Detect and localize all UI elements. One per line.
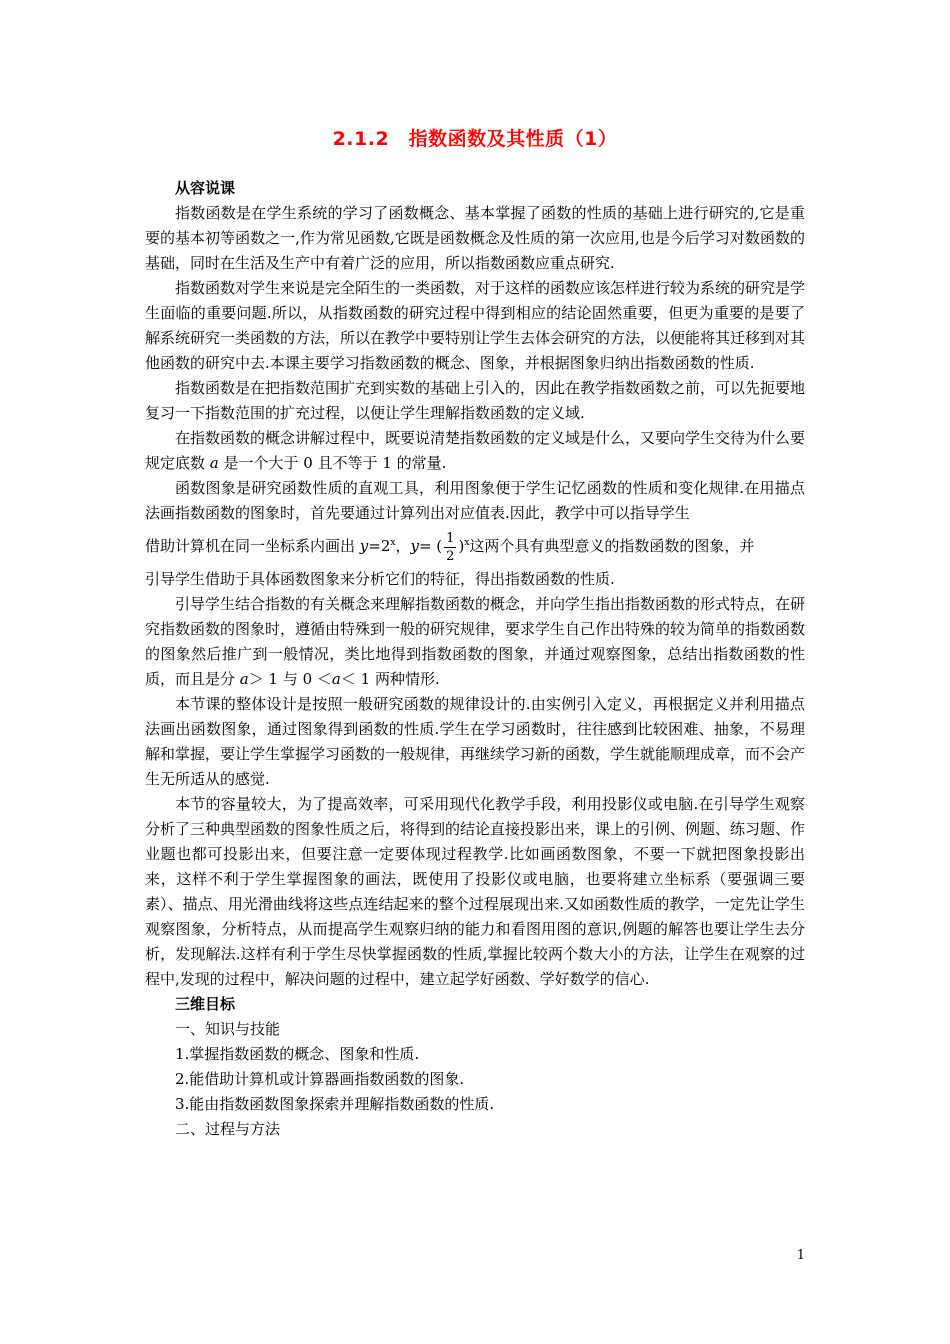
document-title: 2.1.2 指数函数及其性质（1） (332, 128, 618, 150)
section-heading-lesson-talk: 从容说课 (175, 179, 236, 197)
paragraph-6 (145, 592, 805, 692)
fraction-one-half (444, 530, 456, 565)
document-body (145, 176, 805, 1142)
paragraph-5-continued: 引导学生借助于具体函数图象来分析它们的特征，得出指数函数的性质. (145, 570, 615, 588)
goal-item-3: 3.能由指数函数图象探索并理解指数函数的性质. (175, 1095, 495, 1113)
paragraph-3: 指数函数是在把指数范围扩充到实数的基础上引入的，因此在教学指数函数之前，可以先扼要地复习一下指数范围的扩充过程，以便让学生理解指数函数的定义域. (145, 379, 806, 422)
paragraph-7: 本节课的整体设计是按照一般研究函数的规律设计的.由实例引入定义，再根据定义并利用描点法画出函数图象，通过图象得到函数的性质.学生在学习函数时，往往感到比较困难、抽象，不易理解和掌握，要让学生掌握学习函数的一般规律，再继续学习新的函数，学生就能顺理成章，而不会产生无所适从的感觉. (145, 695, 806, 788)
variable-a: a (209, 454, 219, 472)
variable-y: y (359, 537, 369, 555)
page-number: 1 (796, 1248, 805, 1263)
goal-item-1: 1.掌握指数函数的概念、图象和性质. (175, 1045, 420, 1063)
formula-equals-paren: = ( (418, 537, 443, 555)
paragraph-5-formula-line (145, 526, 805, 567)
paragraph-4-text-a: 在指数函数的概念讲解过程中，既要说清楚指数函数的定义域是什么，又要向学生交待为什么要规定底数 (145, 429, 806, 472)
exponent-x: x (464, 538, 470, 548)
variable-a: a (331, 670, 341, 688)
fraction-denominator: 2 (446, 548, 455, 564)
formula-comma: ， (395, 537, 411, 555)
paragraph-4 (145, 426, 805, 476)
paragraph-6-text-c: ＜ 1 两种情形. (340, 670, 440, 688)
paragraph-5: 函数图象是研究函数性质的直观工具，利用图象便于学生记忆函数的性质和变化规律.在用描点法画指数函数的图象时，首先要通过计算列出对应值表.因此，教学中可以指导学生 (145, 479, 805, 522)
formula-line-text: 借助计算机在同一坐标系内画出 (145, 537, 360, 555)
formula-close-paren: ) (458, 537, 465, 555)
paragraph-6-text-b: ＞ 1 与 0 ＜ (248, 670, 332, 688)
paragraph-6-text-a: 引导学生结合指数的有关概念来理解指数函数的概念，并向学生指出指数函数的形式特点，在研究指数函数的图象时，遵循由特殊到一般的研究规律，要求学生自己作出特殊的较为简单的指数函数的图象然后推广到一般情况，类比地得到指数函数的图象，并通过观察图象，总结出指数函数的性质，而且是分 (145, 595, 806, 688)
goal-heading-knowledge: 一、知识与技能 (175, 1020, 281, 1038)
paragraph-8: 本节的容量较大，为了提高效率，可采用现代化教学手段，利用投影仪或电脑.在引导学生观察分析了三种典型函数的图象性质之后，将得到的结论直接投影出来，课上的引例、例题、练习题、作业题也都可投影出来，但要注意一定要体现过程教学.比如画函数图象，不要一下就把图象投影出来，这样不利于学生掌握图象的画法，既使用了投影仪或电脑，也要将建立坐标系（要强调三要素）、描点、用光滑曲线将这些点连结起来的整个过程展现出来.又如函数性质的教学，一定先让学生观察图象，分析特点，从而提高学生观察归纳的能力和看图用图的意识,例题的解答也要让学生去分析，发现解法.这样有利于学生尽快掌握函数的性质,掌握比较两个数大小的方法，让学生在观察的过程中,发现的过程中，解决问题的过程中，建立起学好函数、学好数学的信心. (145, 795, 806, 988)
formula-line-tail: 这两个具有典型意义的指数函数的图象，并 (469, 537, 755, 555)
goal-heading-process: 二、过程与方法 (175, 1120, 281, 1138)
fraction-numerator: 1 (446, 530, 455, 546)
goal-item-2: 2.能借助计算机或计算器画指数函数的图象. (175, 1070, 465, 1088)
variable-a: a (239, 670, 249, 688)
paragraph-1: 指数函数是在学生系统的学习了函数概念、基本掌握了函数的性质的基础上进行研究的,它是重要的基本初等函数之一,作为常见函数,它既是函数概念及性质的第一次应用,也是今后学习对数函数的基础，同时在生活及生产中有着广泛的应用，所以指数函数应重点研究. (145, 204, 805, 272)
section-heading-three-goals: 三维目标 (175, 995, 236, 1013)
variable-y: y (410, 537, 419, 555)
paragraph-4-text-b: 是一个大于 0 且不等于 1 的常量. (218, 454, 447, 472)
exponent-x: x (390, 538, 396, 548)
paragraph-2: 指数函数对学生来说是完全陌生的一类函数，对于这样的函数应该怎样进行较为系统的研究是学生面临的重要问题.所以，从指数函数的研究过程中得到相应的结论固然重要，但更为重要的是要了解系统研究一类函数的方法，所以在教学中要特别让学生去体会研究的方法，以便能将其迁移到对其他函数的研究中去.本课主要学习指数函数的概念、图象，并根据图象归纳出指数函数的性质. (145, 279, 806, 372)
formula-equals-2: =2 (368, 537, 391, 555)
